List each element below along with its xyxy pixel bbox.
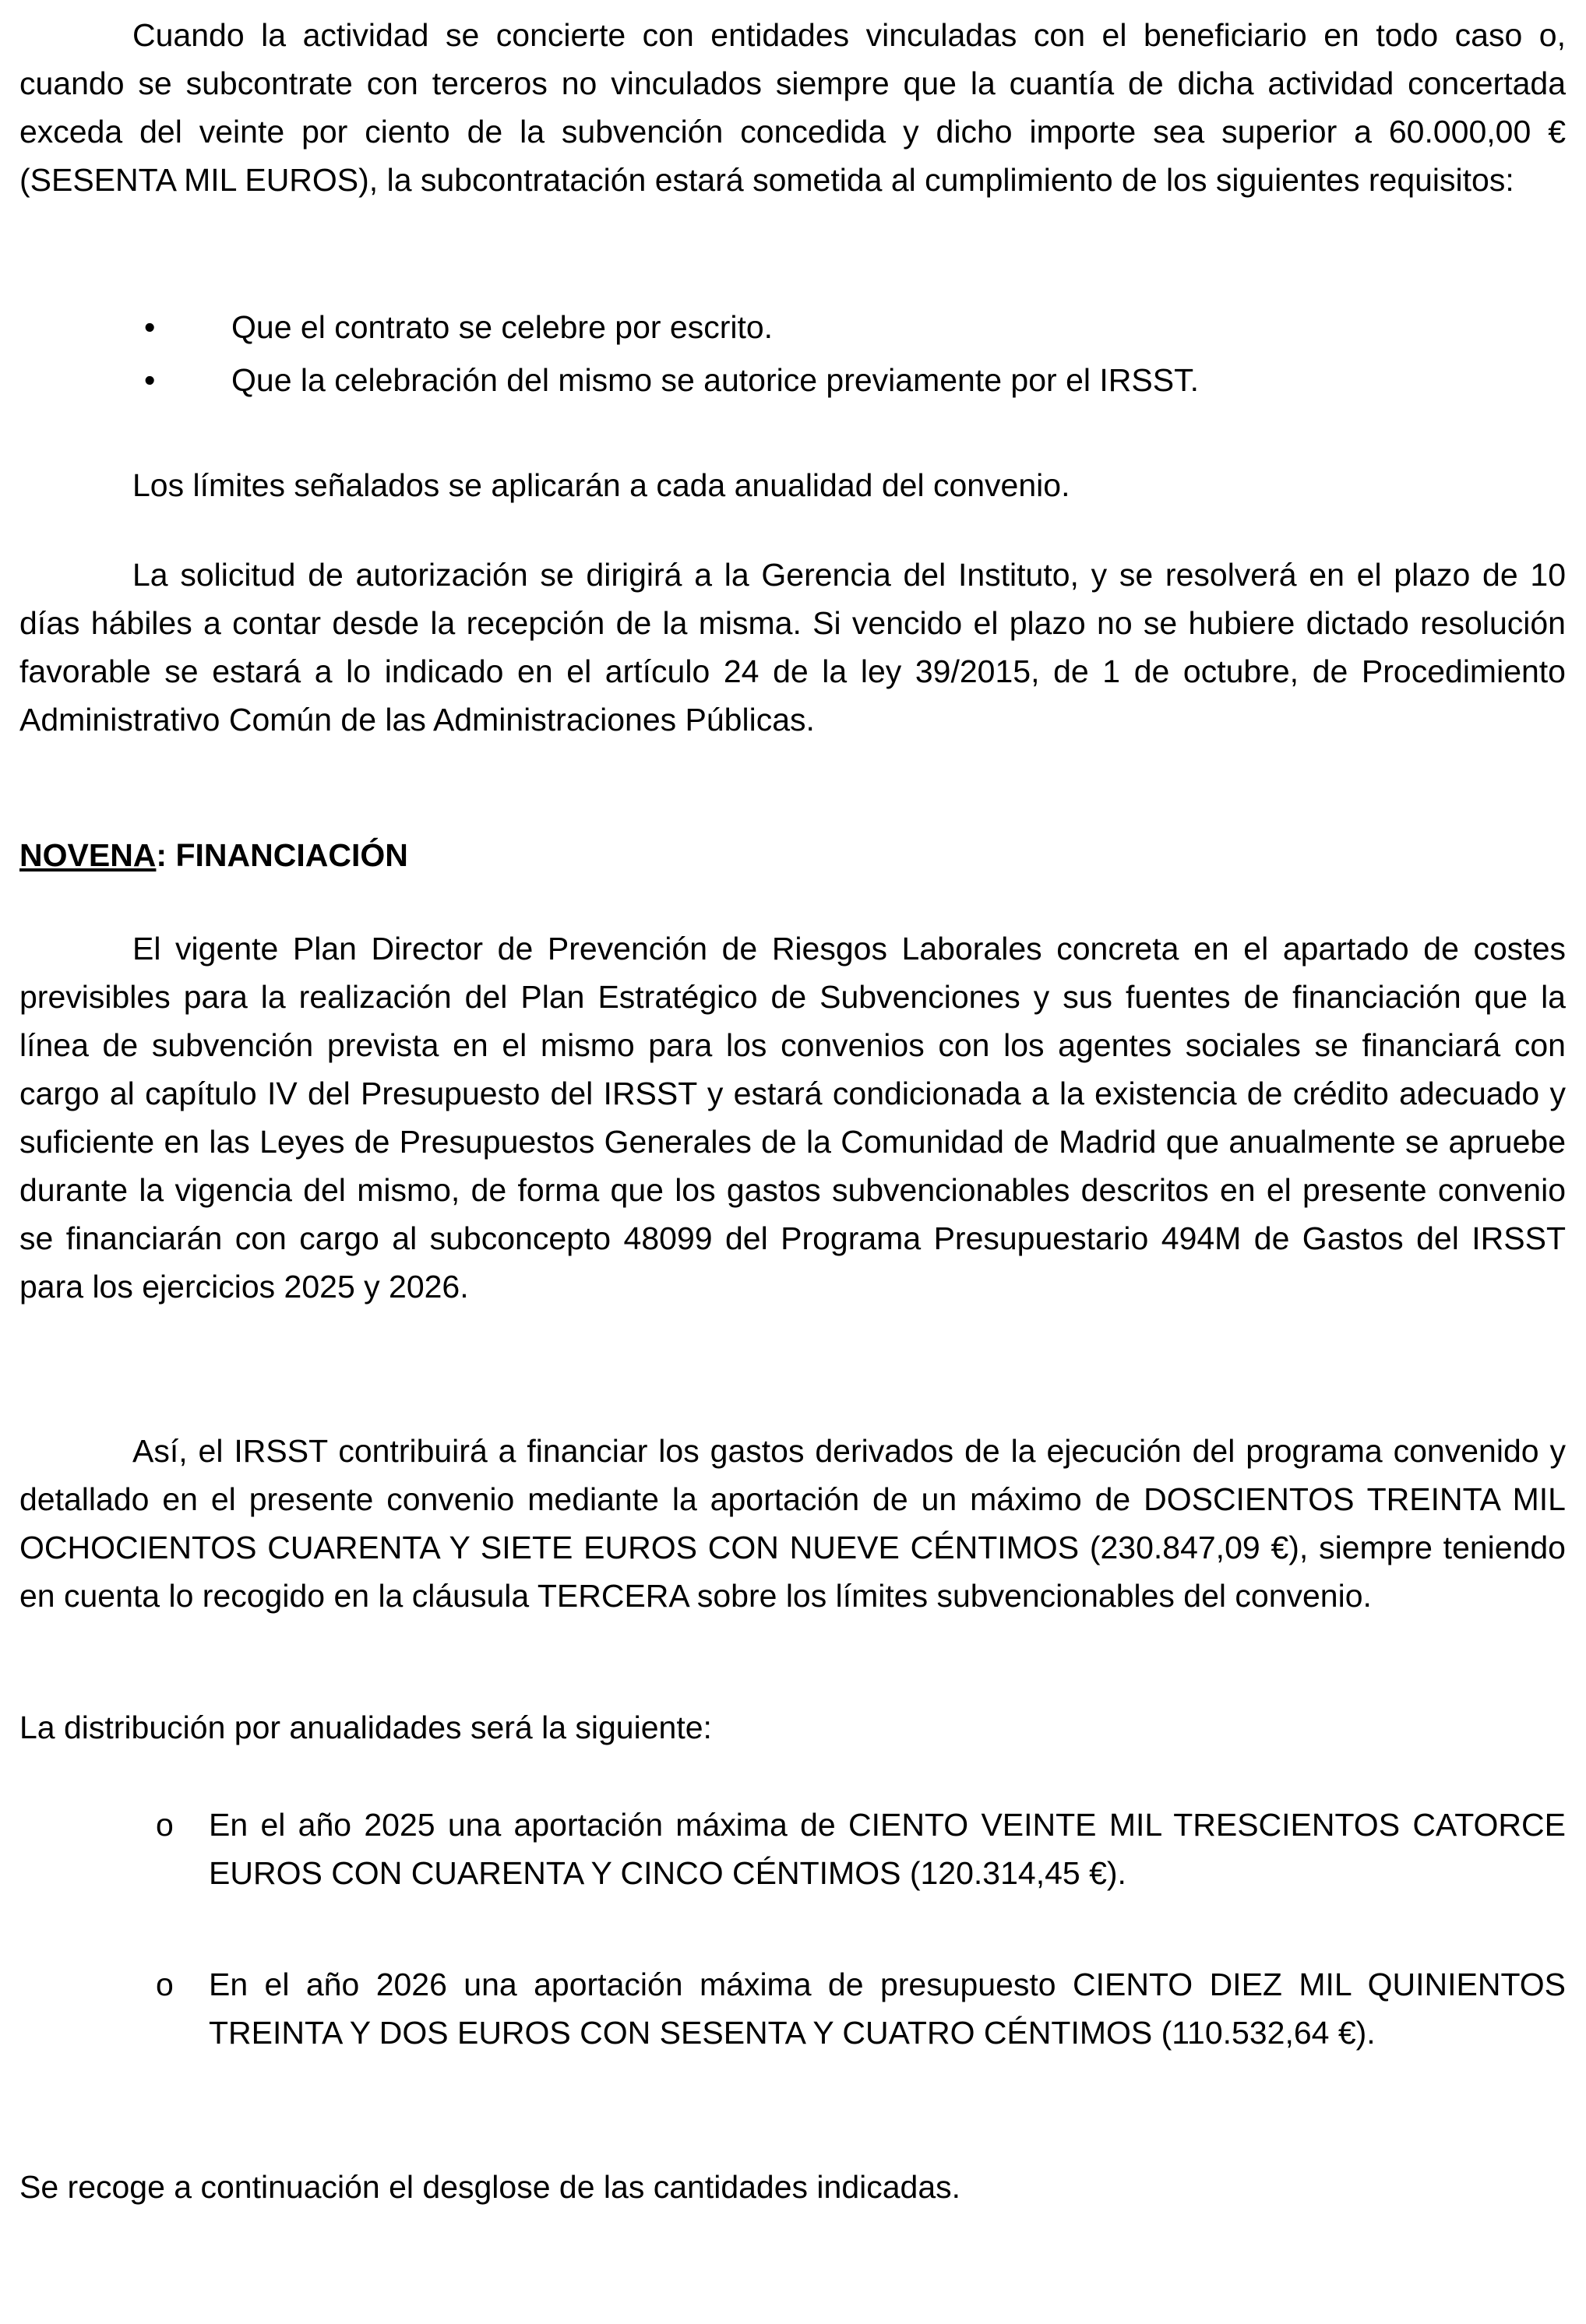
clause-heading-novena xyxy=(19,831,1566,879)
paragraph-limits: Los límites señalados se aplicarán a cada anualidad del convenio. xyxy=(132,467,1070,503)
annual-amounts-bullet-list xyxy=(19,1801,1566,2057)
paragraph-financing-plan: El vigente Plan Director de Prevención de Riesgos Laborales concreta en el apartado de costes previsibles para la realización del Plan Estratégico de Subvenciones y sus fuentes de financiación que la línea de subvención prevista en el mismo para los convenios con los agentes sociales se financiará con cargo al capítulo IV del Presupuesto del IRSST y estará condicionada a la existencia de crédito adecuado y suficiente en las Leyes de Presupuestos Generales de la Comunidad de Madrid que anualmente se apruebe durante la vigencia del mismo, de forma que los gastos subvencionables descritos en el presente convenio se financiarán con cargo al subconcepto 48099 del Programa Presupuestario 494M de Gastos del IRSST para los ejercicios 2025 y 2026. xyxy=(19,931,1566,1305)
clause-number: NOVENA xyxy=(19,837,157,873)
requirements-bullet-list xyxy=(19,303,1566,404)
list-item xyxy=(156,1801,1566,1897)
clause-title: : FINANCIACIÓN xyxy=(156,837,408,873)
paragraph-breakdown-intro: Se recoge a continuación el desglose de las cantidades indicadas. xyxy=(19,2169,961,2205)
bullet-icon: o xyxy=(156,1967,174,2002)
list-item-text: En el año 2026 una aportación máxima de presupuesto CIENTO DIEZ MIL QUINIENTOS TREINTA Y DOS EUROS CON SESENTA Y CUATRO CÉNTIMOS (110.532,64 €). xyxy=(209,1967,1566,2051)
list-item xyxy=(156,1960,1566,2057)
list-item-text: Que la celebración del mismo se autorice previamente por el IRSST. xyxy=(231,362,1199,398)
bullet-icon: • xyxy=(144,309,156,345)
paragraph-authorization-request: La solicitud de autorización se dirigirá a la Gerencia del Instituto, y se resolverá en el plazo de 10 días hábiles a contar desde la recepción de la misma. Si vencido el plazo no se hubiere dictado resolución favorable se estará a lo indicado en el artículo 24 de la ley 39/2015, de 1 de octubre, de Procedimiento Administrativo Común de las Administraciones Públicas. xyxy=(19,557,1566,738)
list-item-text: Que el contrato se celebre por escrito. xyxy=(231,309,774,345)
list-item xyxy=(144,356,1566,404)
bullet-icon: • xyxy=(144,362,156,398)
paragraph-annual-distribution-intro: La distribución por anualidades será la siguiente: xyxy=(19,1710,712,1745)
list-item xyxy=(144,303,1566,351)
paragraph-subcontracting-conditions: Cuando la actividad se concierte con entidades vinculadas con el beneficiario en todo caso o, cuando se subcontrate con terceros no vinculados siempre que la cuantía de dicha actividad concertada exceda del veinte por ciento de la subvención concedida y dicho importe sea superior a 60.000,00 € (SESENTA MIL EUROS), la subcontratación estará sometida al cumplimiento de los siguientes requisitos: xyxy=(19,17,1566,198)
paragraph-irsst-contribution: Así, el IRSST contribuirá a financiar los gastos derivados de la ejecución del programa convenido y detallado en el presente convenio mediante la aportación de un máximo de DOSCIENTOS TREINTA MIL OCHOCIENTOS CUARENTA Y SIETE EUROS CON NUEVE CÉNTIMOS (230.847,09 €), siempre teniendo en cuenta lo recogido en la cláusula TERCERA sobre los límites subvencionables del convenio. xyxy=(19,1433,1566,1614)
list-item-text: En el año 2025 una aportación máxima de CIENTO VEINTE MIL TRESCIENTOS CATORCE EUROS CON CUARENTA Y CINCO CÉNTIMOS (120.314,45 €). xyxy=(209,1807,1566,1891)
bullet-icon: o xyxy=(156,1807,174,1843)
